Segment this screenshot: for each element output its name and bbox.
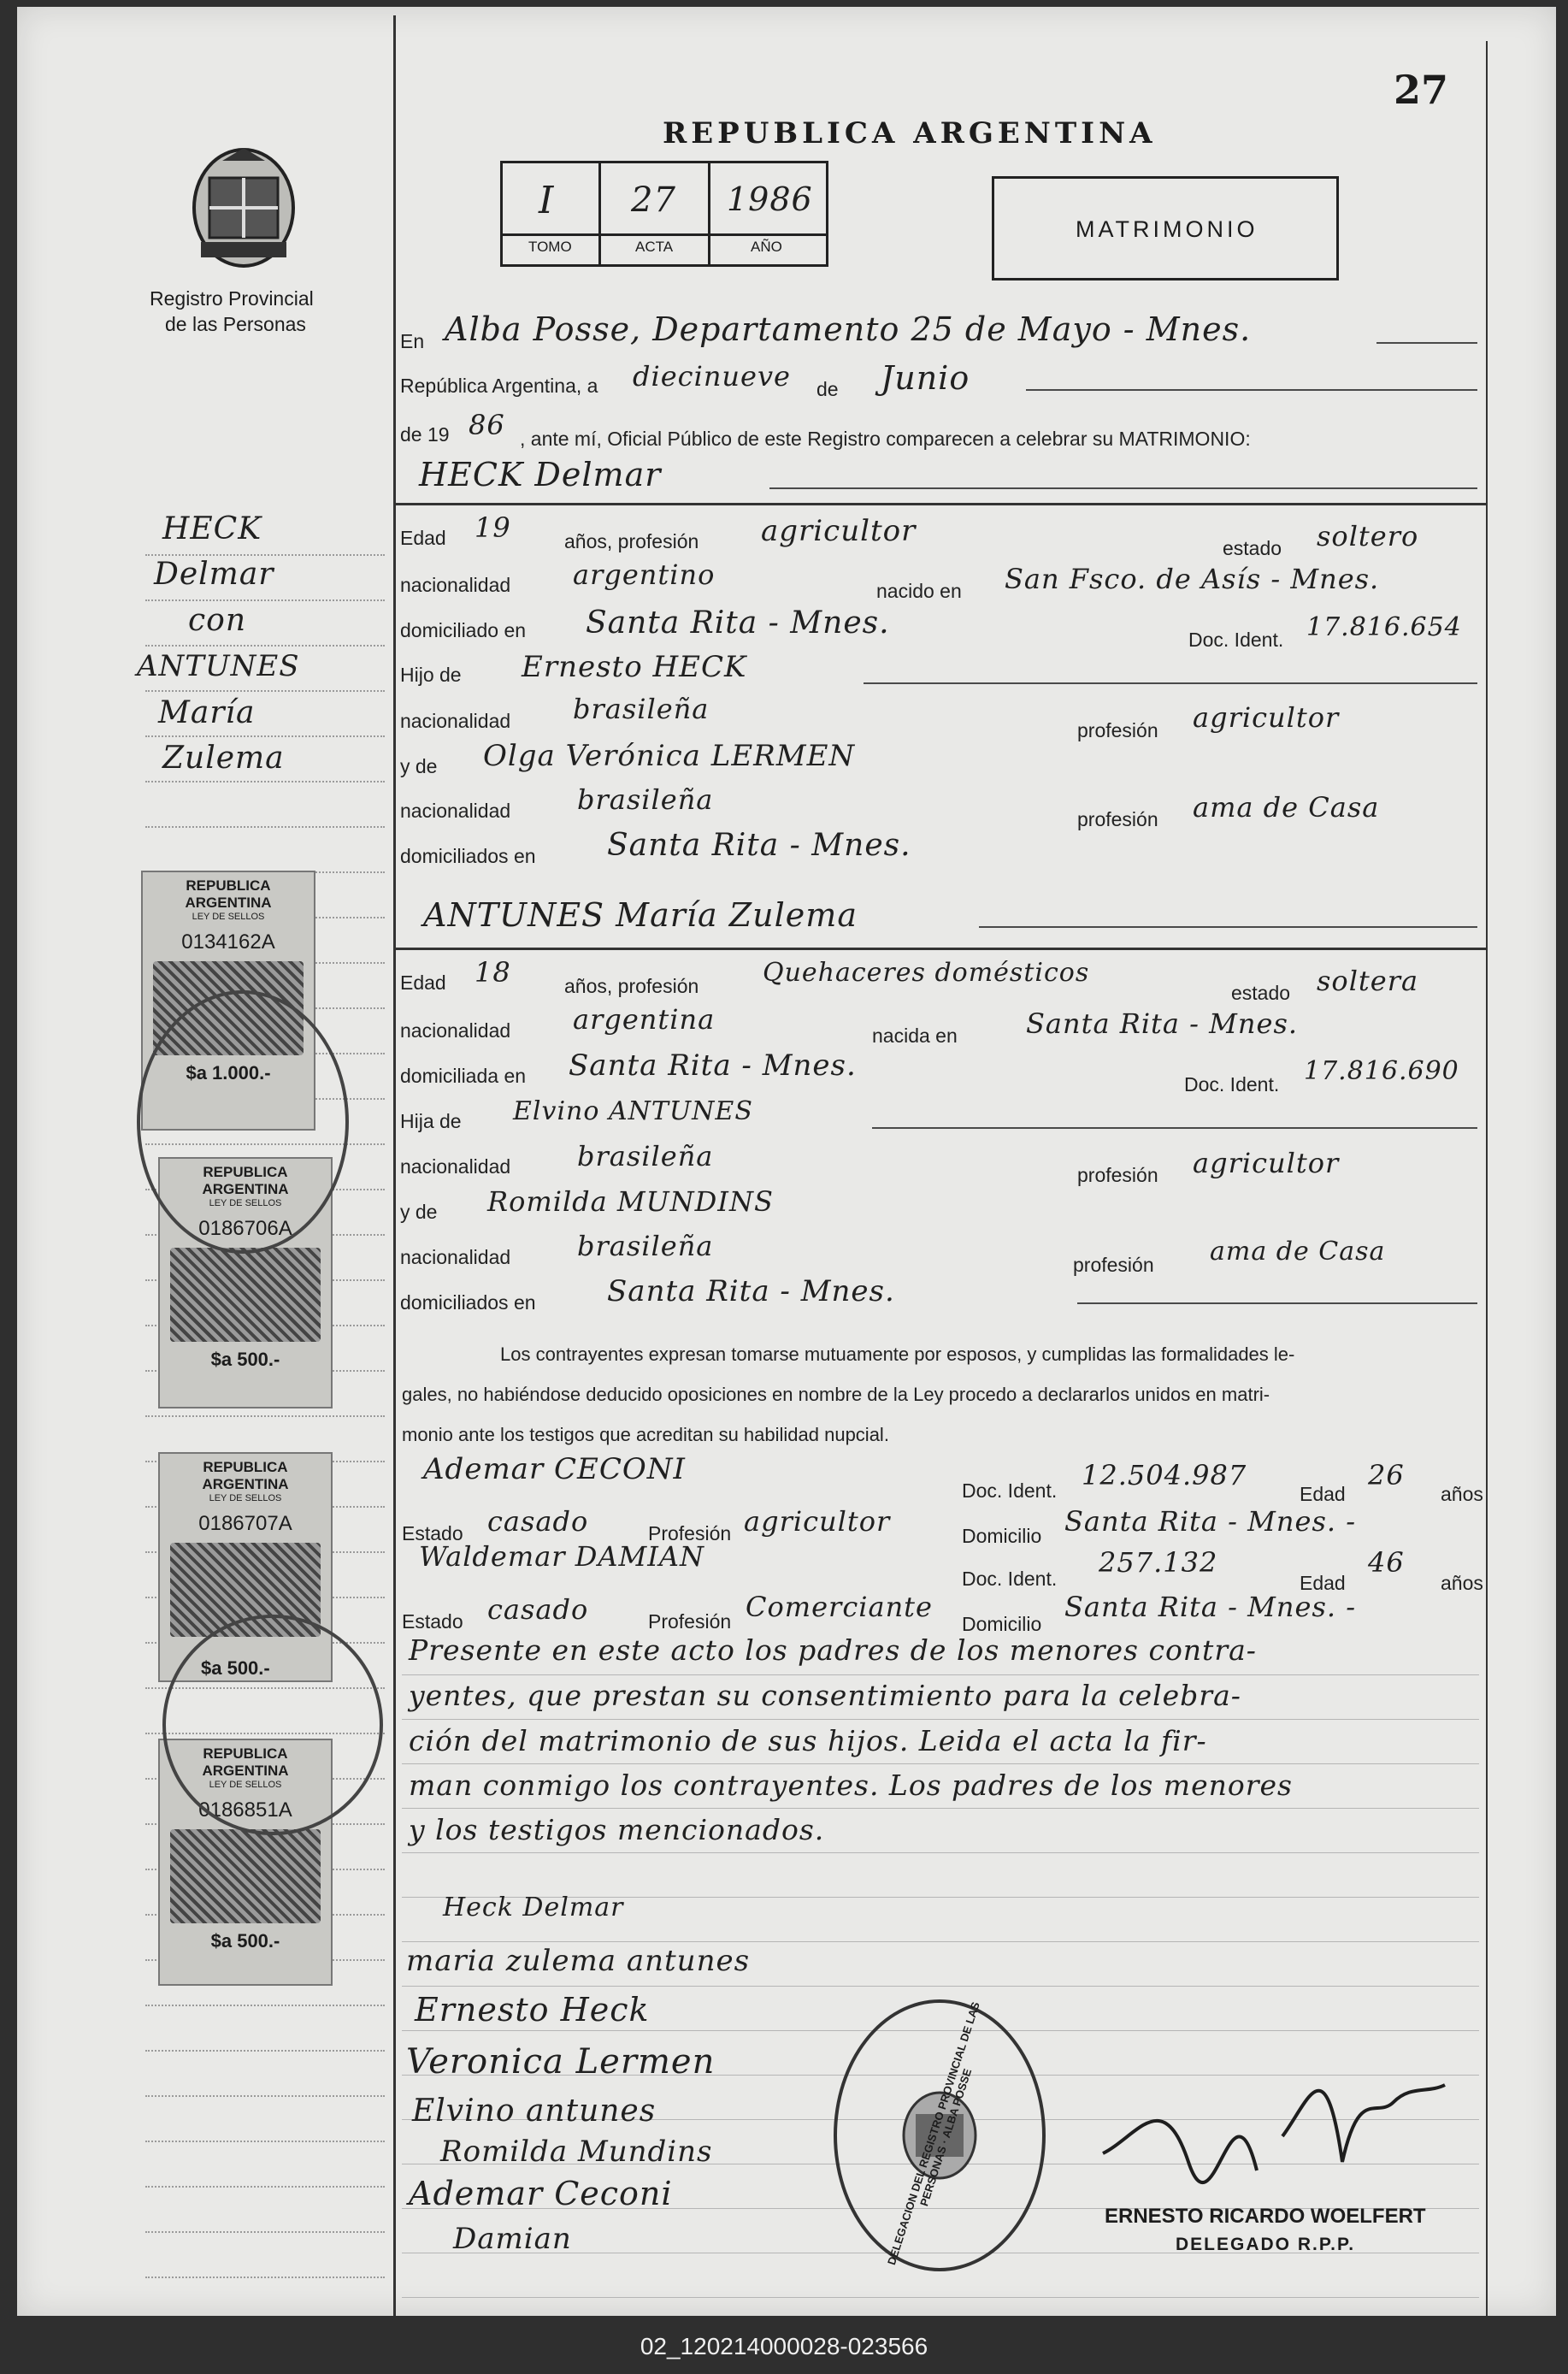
bride-label-hija: Hija de (400, 1110, 462, 1132)
bride-label-edad: Edad (400, 971, 446, 994)
bride-birthplace: Santa Rita - Mnes. (1026, 1007, 1299, 1040)
witness-1-label-domicilio: Domicilio (962, 1525, 1042, 1547)
margin-dotted-line (145, 735, 385, 737)
stamp-4-header: REPUBLICA ARGENTINA (202, 1745, 289, 1779)
witness-1-label-estado: Estado (402, 1522, 463, 1544)
witness-2-doc: 257.132 (1099, 1546, 1218, 1579)
intro-month: Junio (881, 359, 970, 397)
margin-dotted-line (145, 690, 385, 692)
groom-father-nationality: brasileña (573, 693, 710, 725)
intro-day: diecinueve (633, 360, 791, 393)
witness-1-profession: agricultor (744, 1505, 891, 1538)
bride-status: soltera (1317, 965, 1419, 997)
bride-domicile: Santa Rita - Mnes. (569, 1048, 857, 1083)
groom-domicile: Santa Rita - Mnes. (586, 605, 890, 641)
groom-label-yde: y de (400, 755, 438, 777)
witness-2-label-domicilio: Domicilio (962, 1613, 1042, 1635)
margin-dotted-line (145, 645, 385, 647)
right-margin-rule (1486, 41, 1488, 2316)
stamp-4-value: $a 500.- (210, 1930, 280, 1952)
stamp-3-sub: LEY DE SELLOS (209, 1493, 282, 1503)
bride-age: 18 (475, 956, 511, 989)
bride-label-nac-mother: nacionalidad (400, 1246, 511, 1268)
bride-father: Elvino ANTUNES (513, 1096, 753, 1126)
signature-groom-father: Ernesto Heck (415, 1991, 650, 2029)
witness-1-domicile: Santa Rita - Mnes. - (1064, 1505, 1357, 1538)
label-republica: República Argentina, a (400, 375, 598, 397)
bride-father-profession: agricultor (1193, 1147, 1340, 1179)
body-ruled-line (402, 1674, 1479, 1675)
bride-label-doc: Doc. Ident. (1184, 1073, 1280, 1095)
signature-bride-father: Elvino antunes (412, 2093, 657, 2129)
groom-label-prof-father: profesión (1077, 719, 1158, 741)
bride-name: ANTUNES María Zulema (423, 896, 858, 934)
line-bride-father (872, 1127, 1477, 1129)
line-bride-parents (1077, 1302, 1477, 1304)
groom-doc: 17.816.654 (1306, 612, 1462, 642)
registry-name-line2: de las Personas (165, 313, 306, 335)
groom-age: 19 (475, 511, 511, 544)
ano-value: 1986 (727, 180, 813, 218)
groom-label-doc: Doc. Ident. (1188, 629, 1284, 651)
left-margin-rule (393, 15, 396, 2316)
bride-label-prof-father: profesión (1077, 1164, 1158, 1186)
stamp-2-header: REPUBLICA ARGENTINA (202, 1164, 289, 1197)
bride-mother-profession: ama de Casa (1210, 1237, 1386, 1267)
line-place (1376, 342, 1477, 344)
note-line-2: yentes, que prestan su consentimiento para la celebra- (409, 1679, 1241, 1712)
act-type-box (992, 176, 1339, 281)
margin-dotted-line (145, 554, 385, 556)
stamp-2-number: 0186706A (198, 1217, 292, 1240)
stamp-4-pattern (170, 1829, 321, 1923)
bride-label-anos-profesion: años, profesión (564, 975, 699, 997)
groom-label-edad: Edad (400, 527, 446, 549)
margin-dotted-line (145, 2141, 385, 2142)
record-index-box (500, 161, 828, 267)
body-ruled-line (402, 1852, 1479, 1853)
stamp-2-pattern (170, 1248, 321, 1342)
country-title: REPUBLICA ARGENTINA (663, 116, 1157, 151)
note-line-1: Presente en este acto los padres de los menores contra- (409, 1633, 1257, 1667)
stamp-1-number: 0134162A (181, 930, 275, 954)
groom-label-anos-profesion: años, profesión (564, 530, 699, 552)
margin-name-4: ANTUNES (137, 649, 300, 683)
bride-nationality: argentina (573, 1003, 716, 1036)
note-line-5: y los testigos mencionados. (409, 1813, 825, 1846)
official-signature-mark (1086, 2034, 1462, 2205)
body-ruled-line (402, 1763, 1479, 1764)
margin-dotted-line (145, 2005, 385, 2006)
cancellation-postmark-1 (137, 990, 349, 1254)
stamp-2-sub: LEY DE SELLOS (209, 1198, 282, 1208)
provincial-coat-of-arms-icon (184, 144, 304, 272)
signature-witness-1: Ademar Ceconi (409, 2175, 673, 2212)
margin-dotted-line (145, 2050, 385, 2052)
line-groom-father (864, 682, 1477, 684)
groom-nationality: argentino (573, 558, 716, 591)
bride-label-domiciliada: domiciliada en (400, 1065, 527, 1087)
sheet-number: 27 (1394, 67, 1449, 113)
witness-1-label-profesion: Profesión (648, 1522, 732, 1544)
signature-bride-mother: Romilda Mundins (440, 2135, 713, 2169)
formal-text-1: Los contrayentes expresan tomarse mutuamente por esposos, y cumplidas las formalidades le- (500, 1343, 1295, 1365)
groom-label-estado: estado (1223, 537, 1282, 559)
signature-bride: maria zulema antunes (406, 1944, 751, 1978)
bride-section-rule (396, 948, 1486, 950)
witness-2-age: 46 (1368, 1546, 1405, 1579)
margin-name-5: María (158, 695, 256, 730)
margin-dotted-line (145, 781, 385, 782)
bride-mother-nationality: brasileña (577, 1230, 714, 1262)
groom-father: Ernesto HECK (522, 650, 747, 684)
line-bride-name (979, 926, 1477, 928)
margin-dotted-line (145, 2095, 385, 2097)
groom-mother-profession: ama de Casa (1193, 791, 1380, 824)
note-line-3: ción del matrimonio de sus hijos. Leida el acta la fir- (409, 1724, 1207, 1757)
groom-status: soltero (1317, 520, 1419, 552)
witness-2-status: casado (487, 1593, 589, 1626)
groom-label-domiciliado: domiciliado en (400, 619, 527, 641)
stamp-1-value: $a 1.000.- (186, 1062, 271, 1084)
tomo-label: TOMO (528, 239, 572, 255)
margin-dotted-line (145, 2277, 385, 2278)
stamp-4-number: 0186851A (198, 1798, 292, 1822)
witness-1-label-edad: Edad (1300, 1483, 1346, 1505)
groom-mother-nationality: brasileña (577, 783, 714, 816)
witness-1-doc: 12.504.987 (1082, 1459, 1247, 1491)
label-en: En (400, 330, 425, 352)
line-month (1026, 389, 1477, 391)
groom-label-nacido: nacido en (876, 580, 962, 602)
signature-groom-mother: Veronica Lermen (406, 2042, 716, 2082)
cancellation-postmark-2 (162, 1615, 383, 1835)
margin-name-6: Zulema (162, 741, 285, 776)
witness-2-name: Waldemar DAMIAN (419, 1540, 705, 1573)
witness-1-age: 26 (1368, 1459, 1405, 1491)
margin-name-3: con (188, 603, 247, 638)
groom-section-rule (396, 503, 1486, 505)
groom-birthplace: San Fsco. de Asís - Mnes. (1005, 563, 1380, 595)
official-title: DELEGADO R.P.P. (1176, 2235, 1356, 2254)
intro-year: 86 (469, 409, 505, 441)
official-seal (834, 1999, 1046, 2271)
stamp-2-value: $a 500.- (210, 1349, 280, 1370)
groom-label-nacionalidad: nacionalidad (400, 574, 511, 596)
witness-2-label-anos: años (1441, 1572, 1483, 1594)
bride-label-domiciliados: domiciliados en (400, 1291, 536, 1314)
groom-profession: agricultor (761, 514, 917, 548)
witness-2-domicile: Santa Rita - Mnes. - (1064, 1591, 1357, 1623)
label-de-month: de (816, 378, 839, 400)
label-ante-mi: , ante mí, Oficial Público de este Registro comparecen a celebrar su MATRIMONIO: (520, 428, 1251, 450)
groom-label-nac-father: nacionalidad (400, 710, 511, 732)
groom-label-nac-mother: nacionalidad (400, 800, 511, 822)
bride-parents-domicile: Santa Rita - Mnes. (607, 1274, 895, 1308)
body-ruled-line (402, 1941, 1479, 1942)
stamp-1-header: REPUBLICA ARGENTINA (185, 877, 272, 911)
note-line-4: man conmigo los contrayentes. Los padres de los menores (409, 1769, 1293, 1802)
bride-profession: Quehaceres domésticos (763, 958, 1090, 988)
groom-label-domiciliados: domiciliados en (400, 845, 536, 867)
witness-2-label-profesion: Profesión (648, 1610, 732, 1633)
groom-father-profession: agricultor (1193, 701, 1340, 734)
stamp-1-sub: LEY DE SELLOS (192, 912, 265, 922)
groom-label-hijo: Hijo de (400, 664, 462, 686)
witness-1-label-doc: Doc. Ident. (962, 1479, 1058, 1502)
groom-parents-domicile: Santa Rita - Mnes. (607, 828, 911, 863)
margin-dotted-line (145, 1415, 385, 1417)
witness-2-label-edad: Edad (1300, 1572, 1346, 1594)
margin-dotted-line (145, 2186, 385, 2188)
file-id-caption: 02_120214000028-023566 (640, 2333, 928, 2359)
margin-name-2: Delmar (154, 557, 274, 592)
bride-label-yde: y de (400, 1201, 438, 1223)
acta-value: 27 (631, 180, 676, 220)
signature-groom: Heck Delmar (443, 1893, 624, 1922)
seal-text: DELEGACION DEL REGISTRO PROVINCIAL DE LAS PERSONAS · ALBA POSSE (884, 2000, 982, 2267)
stamp-4-sub: LEY DE SELLOS (209, 1780, 282, 1790)
intro-place: Alba Posse, Departamento 25 de Mayo - Mnes. (445, 310, 1252, 348)
bride-label-nacida: nacida en (872, 1025, 958, 1047)
ano-label: AÑO (751, 239, 782, 255)
body-ruled-line (402, 1986, 1479, 1987)
formal-text-3: monio ante los testigos que acreditan su habilidad nupcial. (402, 1424, 889, 1445)
bride-label-estado: estado (1231, 982, 1291, 1004)
bride-doc: 17.816.690 (1304, 1056, 1459, 1086)
stamp-3-header: REPUBLICA ARGENTINA (202, 1459, 289, 1492)
groom-mother: Olga Verónica LERMEN (483, 739, 856, 773)
witness-2-label-doc: Doc. Ident. (962, 1568, 1058, 1590)
witness-1-name: Ademar CECONI (423, 1452, 686, 1486)
marriage-record-sheet (17, 7, 1556, 2316)
body-ruled-line (402, 1808, 1479, 1809)
witness-1-status: casado (487, 1505, 589, 1538)
witness-2-profession: Comerciante (746, 1591, 933, 1623)
margin-dotted-line (145, 826, 385, 828)
act-type-label: MATRIMONIO (1076, 216, 1259, 242)
label-de19: de 19 (400, 423, 450, 446)
stamp-3-number: 0186707A (198, 1512, 292, 1535)
margin-dotted-line (145, 599, 385, 601)
witness-1-label-anos: años (1441, 1483, 1483, 1505)
signature-witness-2: Damian (453, 2222, 572, 2256)
margin-name-1: HECK (162, 511, 262, 546)
witness-2-label-estado: Estado (402, 1610, 463, 1633)
registry-name-line1: Registro Provincial (150, 287, 314, 310)
bride-label-prof-mother: profesión (1073, 1254, 1154, 1276)
official-name: ERNESTO RICARDO WOELFERT (1105, 2205, 1426, 2228)
bride-label-nac-father: nacionalidad (400, 1155, 511, 1178)
margin-dotted-line (145, 2231, 385, 2233)
bride-mother: Romilda MUNDINS (487, 1185, 774, 1218)
bride-father-nationality: brasileña (577, 1140, 714, 1172)
stamp-3-value: $a 500.- (201, 1657, 270, 1679)
body-ruled-line (402, 1719, 1479, 1720)
line-groom-name (769, 487, 1477, 489)
body-ruled-line (402, 2297, 1479, 2298)
formal-text-2: gales, no habiéndose deducido oposiciones en nombre de la Ley procedo a declararlos unidos en matri- (402, 1384, 1270, 1405)
acta-label: ACTA (635, 239, 674, 255)
tomo-value: I (539, 179, 555, 222)
groom-label-prof-mother: profesión (1077, 808, 1158, 830)
groom-name: HECK Delmar (419, 456, 662, 493)
bride-label-nacionalidad: nacionalidad (400, 1019, 511, 1042)
